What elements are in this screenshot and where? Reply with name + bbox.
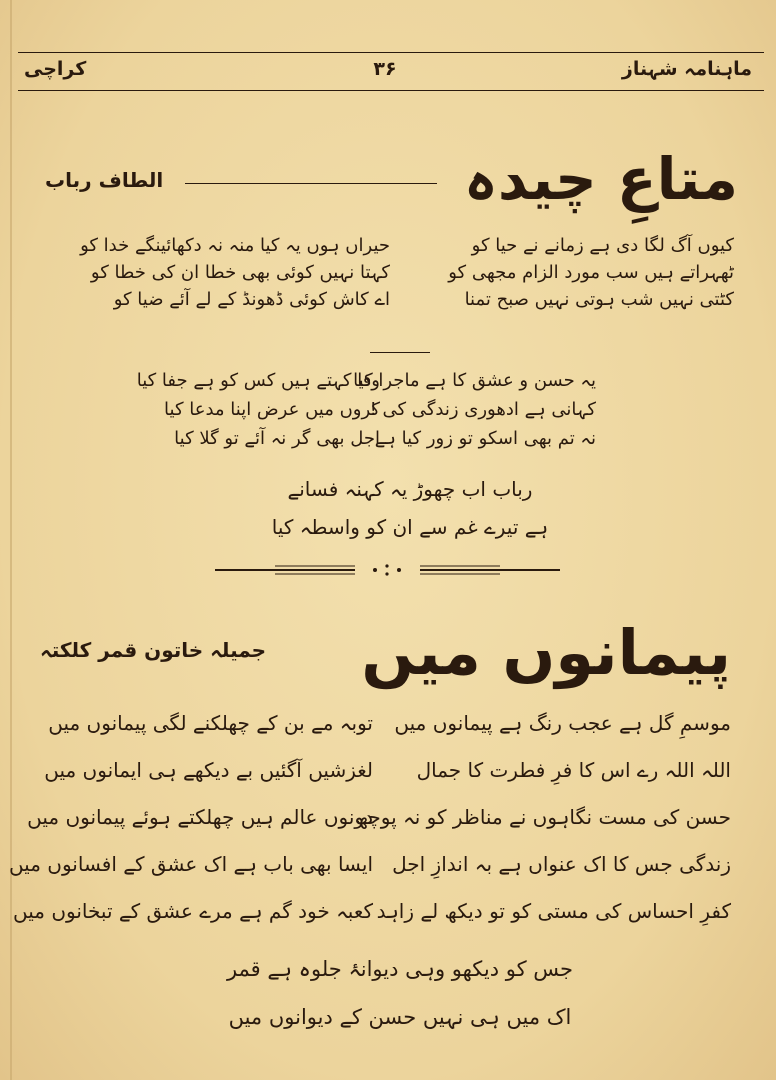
poem1-closing [200, 470, 620, 546]
verse-line: اک میں ہی نہیں حسن کے دیوانوں میں [228, 1005, 572, 1029]
ornamental-divider [215, 562, 560, 576]
binding-fold [10, 0, 12, 1080]
verse-line: کہانی ہے ادھوری زندگی کی ! [369, 399, 596, 420]
verse-line: اللہ اللہ رے اس کا فرِ فطرت کا جمال [416, 758, 731, 782]
verse-line: کروں میں عرض اپنا مدعا کیا [164, 399, 380, 420]
verse-line: ہے تیرے غم سے ان کو واسطہ کیا [271, 515, 549, 539]
poem1-stanza2-left [100, 366, 380, 453]
stanza-divider [370, 352, 430, 353]
verse-line: اے کاش کوئی ڈھونڈ کے لے آئے ضیا کو [113, 289, 390, 310]
poem1-stanza1-left [45, 232, 390, 313]
verse-line: کعبہ خود گم ہے مرے عشق کے تبخانوں میں [13, 899, 373, 923]
poem1-author: الطاف رباب [45, 168, 164, 192]
poem2-closing [190, 945, 610, 1041]
verse-line: حسن کی مست نگاہوں نے مناظر کو نہ پوچھ [355, 805, 731, 829]
verse-line: کفرِ احساس کی مستی کو تو دیکھ لے زاہد [376, 899, 731, 923]
verse-line: حیراں ہوں یہ کیا منہ نہ دکھائینگے خدا کو [80, 235, 390, 256]
verse-line: رباب اب چھوڑ یہ کہنہ فسانے [287, 477, 533, 501]
verse-line: موسمِ گل ہے عجب رنگ ہے پیمانوں میں [394, 711, 731, 735]
poem2-left-column [8, 700, 373, 935]
verse-line: ٹھہراتے ہیں سب مورد الزام مجھی کو [448, 262, 734, 283]
verse-line: نہ تم بھی اسکو تو زور کیا ہے [374, 428, 596, 449]
verse-line: کیوں آگ لگا دی ہے زمانے نے حیا کو [471, 235, 734, 256]
verse-line: کہتا نہیں کوئی بھی خطا ان کی خطا کو [90, 262, 390, 283]
city-name: کراچی [24, 58, 87, 80]
verse-line: جس کو دیکھو وہی دیوانۂ جلوہ ہے قمر [226, 957, 574, 981]
poem2-title: پیمانوں میں [361, 616, 731, 689]
poem1-stanza1-right [409, 232, 734, 313]
magazine-name: ماہنامہ شہناز [621, 58, 752, 80]
verse-line: ایسا بھی باب ہے اک عشق کے افسانوں میں [8, 852, 373, 876]
header-top-rule [18, 52, 764, 53]
verse-line: یہ حسن و عشق کا ہے ماجرا کیا [353, 370, 596, 391]
title-rule [185, 183, 437, 184]
verse-line: دونوں عالم ہیں چھلکتے ہوئے پیمانوں میں [27, 805, 373, 829]
verse-line: زندگی جس کا اک عنواں ہے بہ اندازِ اجل [392, 852, 731, 876]
poem1-stanza2-right [353, 366, 596, 453]
verse-line: وفا کہتے ہیں کس کو ہے جفا کیا [136, 370, 380, 391]
poem1-title: متاعِ چیدہ [463, 145, 738, 213]
verse-line: کٹتی نہیں شب ہوتی نہیں صبح تمنا [464, 289, 734, 310]
poem2-right-column [355, 700, 731, 935]
header-bottom-rule [18, 90, 764, 91]
page-number: ۳۶ [373, 58, 397, 80]
poem2-author: جمیلہ خاتون قمر کلکتہ [40, 638, 267, 662]
verse-line: توبہ مے بن کے چھلکنے لگی پیمانوں میں [48, 711, 373, 735]
verse-line: اجل بھی گر نہ آئے تو گلا کیا [174, 428, 380, 449]
verse-line: لغزشیں آگئیں بے دیکھے ہی ایمانوں میں [44, 758, 373, 782]
